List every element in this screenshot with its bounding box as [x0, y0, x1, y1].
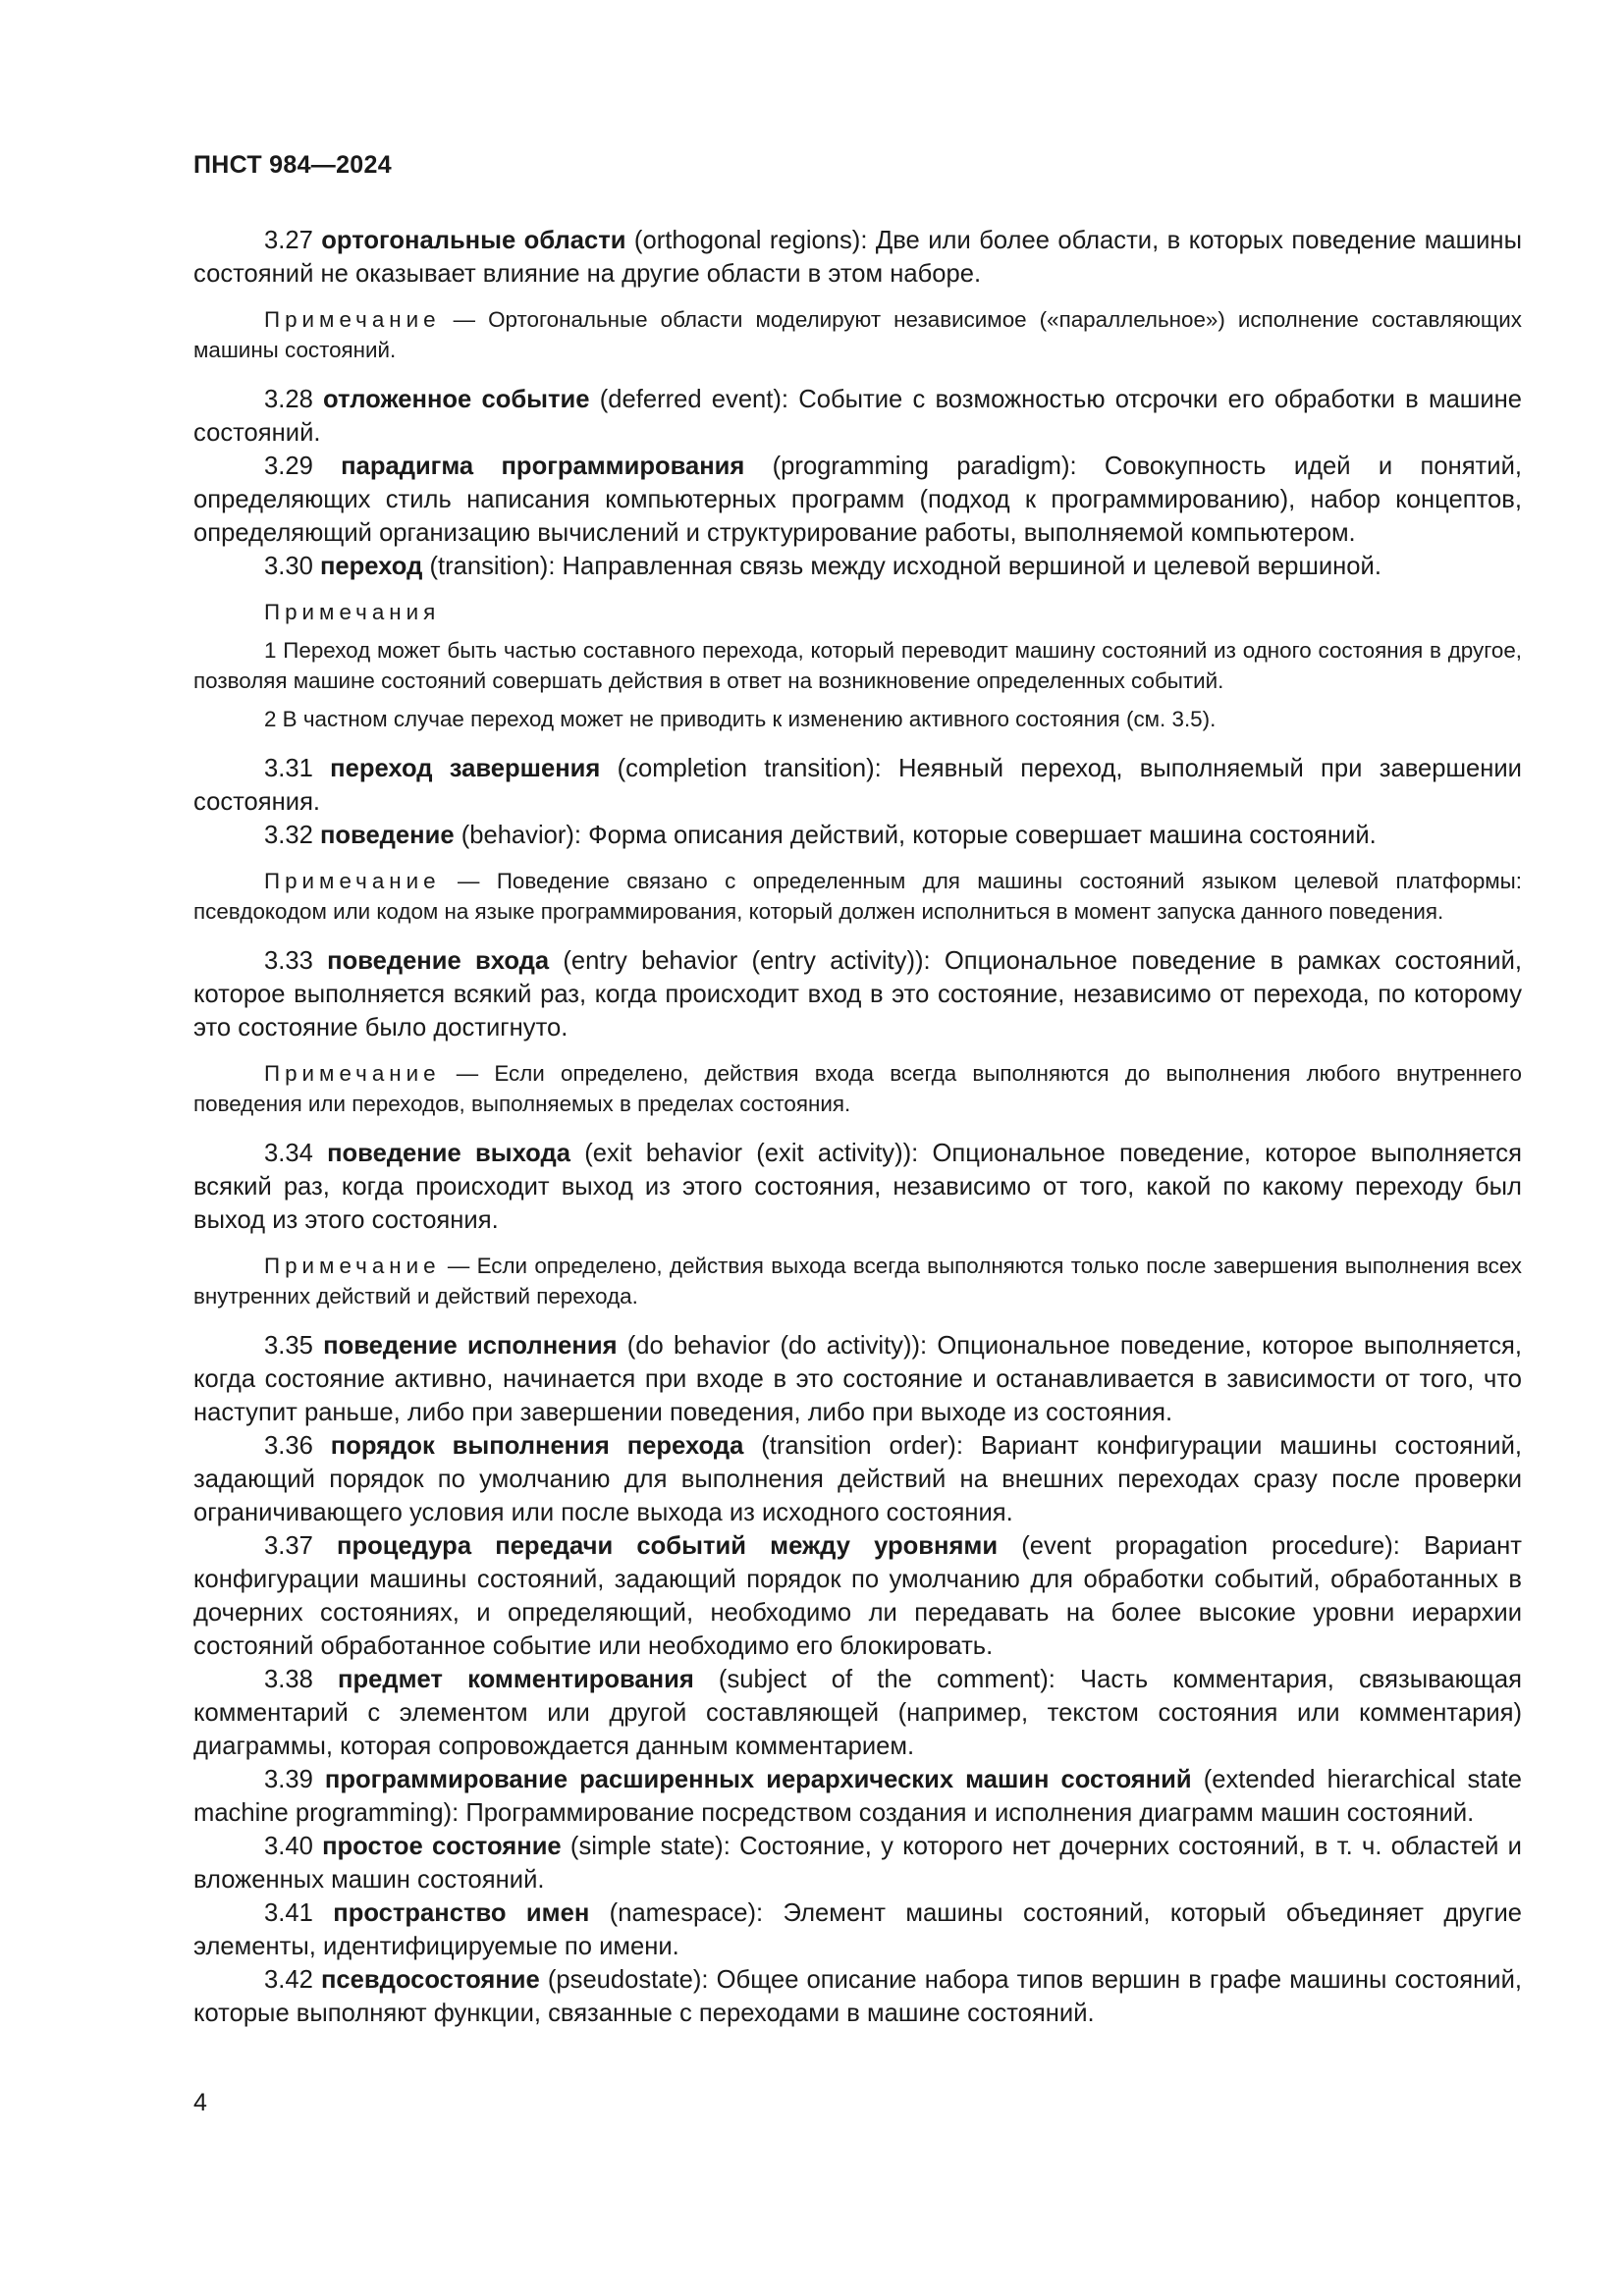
notes-heading: Примечания — [264, 600, 441, 624]
term-entry: 3.42 псевдосостояние (pseudostate): Общее описание набора типов вершин в графе машины состояний, которые выполняют функции, связанные с переходами в машине состояний. — [193, 1966, 1522, 2027]
note: Примечание — Ортогональные области моделируют независимое («параллельное») исполнение составляющих машины состояний. — [193, 307, 1522, 362]
term-entry: 3.41 пространство имен (namespace): Элемент машины состояний, который объединяет другие элементы, идентифицируемые по имени. — [193, 1899, 1522, 1960]
term: пространство имен — [333, 1899, 590, 1927]
term-entry: 3.27 ортогональные области (orthogonal regions): Две или более области, в которых поведение машины состояний не оказывает влияние на другие области в этом наборе. — [193, 227, 1522, 288]
term: отложенное событие — [323, 386, 590, 413]
term: поведение входа — [327, 947, 550, 975]
term: процедура передачи событий между уровнями — [337, 1532, 999, 1560]
term: поведение выхода — [327, 1140, 570, 1167]
term-entry: 3.40 простое состояние (simple state): Состояние, у которого нет дочерних состояний, в т. ч. областей и вложенных машин состояний. — [193, 1833, 1522, 1894]
term: псевдосостояние — [320, 1966, 540, 1994]
term: программирование расширенных иерархических машин состояний — [324, 1766, 1192, 1793]
document-header: ПНСТ 984—2024 — [193, 151, 392, 179]
term-entry: 3.29 парадигма программирования (programming paradigm): Совокупность идей и понятий, определяющих стиль написания компьютерных программ (подход к программированию), набор концептов, определяющий организацию вычислений и структурирование работы, выполняемой компьютером. — [193, 453, 1522, 547]
page-number: 4 — [193, 2089, 207, 2116]
term-entry: 3.31 переход завершения (completion transition): Неявный переход, выполняемый при завершении состояния. — [193, 755, 1522, 816]
note: Примечание — Если определено, действия входа всегда выполняются до выполнения любого внутреннего поведения или переходов, выполняемых в пределах состояния. — [193, 1061, 1522, 1116]
term: поведение — [319, 822, 455, 849]
note-item: 2 В частном случае переход может не приводить к изменению активного состояния (см. 3.5). — [264, 707, 1217, 731]
term-entry: 3.38 предмет комментирования (subject of the comment): Часть комментария, связывающая комментарий с элементом или другой составляющей (например, текстом состояния или комментария) диаграммы, которая сопровождается данным комментарием. — [193, 1666, 1522, 1760]
note-item: 1 Переход может быть частью составного перехода, который переводит машину состояний из одного состояния в другое, позволяя машине состояний совершать действия в ответ на возникновение определенных событий. — [193, 638, 1522, 693]
term-entry: 3.32 поведение (behavior): Форма описания действий, которые совершает машина состояний. — [264, 822, 1377, 849]
note-label: Примечание — [264, 307, 441, 332]
term-entry: 3.33 поведение входа (entry behavior (entry activity)): Опциональное поведение в рамках состояний, которое выполняется всякий раз, когда происходит вход в это состояние, независимо от перехода, по которому это состояние было достигнуто. — [193, 947, 1522, 1041]
term: простое состояние — [322, 1833, 562, 1860]
document-body — [193, 224, 1522, 2030]
note: Примечание — Поведение связано с определенным для машины состояний языком целевой платформы: псевдокодом или кодом на языке программирования, который должен исполниться в момент запуска данного поведения. — [193, 869, 1522, 924]
term: переход завершения — [330, 755, 601, 782]
note-label: Примечание — [264, 1254, 441, 1278]
note-label: Примечание — [264, 1061, 441, 1086]
note: Примечание — Если определено, действия выхода всегда выполняются только после завершения выполнения всех внутренних действий и действий перехода. — [193, 1254, 1522, 1308]
term-entry: 3.37 процедура передачи событий между уровнями (event propagation procedure): Вариант конфигурации машины состояний, задающий порядок по умолчанию для обработки событий, обработанных в дочерних состояниях, и определяющий, необходимо ли передавать на более высокие уровни иерархии состояний обработанное событие или необходимо его блокировать. — [193, 1532, 1523, 1660]
term-entry: 3.39 программирование расширенных иерархических машин состояний (extended hierarchical state machine programming): Программирование посредством создания и исполнения диаграмм машин состояний. — [193, 1766, 1522, 1827]
term: поведение исполнения — [323, 1332, 618, 1360]
term: ортогональные области — [321, 227, 626, 254]
note-label: Примечание — [264, 869, 441, 893]
term-entry: 3.34 поведение выхода (exit behavior (exit activity)): Опциональное поведение, которое выполняется всякий раз, когда происходит выход из этого состояния, независимо от того, какой по какому переходу был выход из этого состояния. — [193, 1140, 1522, 1234]
term-entry: 3.30 переход (transition): Направленная связь между исходной вершиной и целевой вершиной. — [264, 553, 1381, 580]
term-entry: 3.35 поведение исполнения (do behavior (do activity)): Опциональное поведение, которое выполняется, когда состояние активно, начинается при входе в это состояние и останавливается в зависимости от того, что наступит раньше, либо при завершении поведения, либо при выходе из состояния. — [193, 1332, 1522, 1426]
term: предмет комментирования — [338, 1666, 694, 1693]
term: порядок выполнения перехода — [330, 1432, 744, 1460]
term: переход — [319, 553, 423, 580]
term-entry: 3.28 отложенное событие (deferred event): Событие с возможностью отсрочки его обработки в машине состояний. — [193, 386, 1522, 447]
term: парадигма программирования — [341, 453, 745, 480]
term-entry: 3.36 порядок выполнения перехода (transition order): Вариант конфигурации машины состояний, задающий порядок по умолчанию для выполнения действий на внешних переходах сразу после проверки ограничивающего условия или после выхода из исходного состояния. — [193, 1432, 1522, 1526]
